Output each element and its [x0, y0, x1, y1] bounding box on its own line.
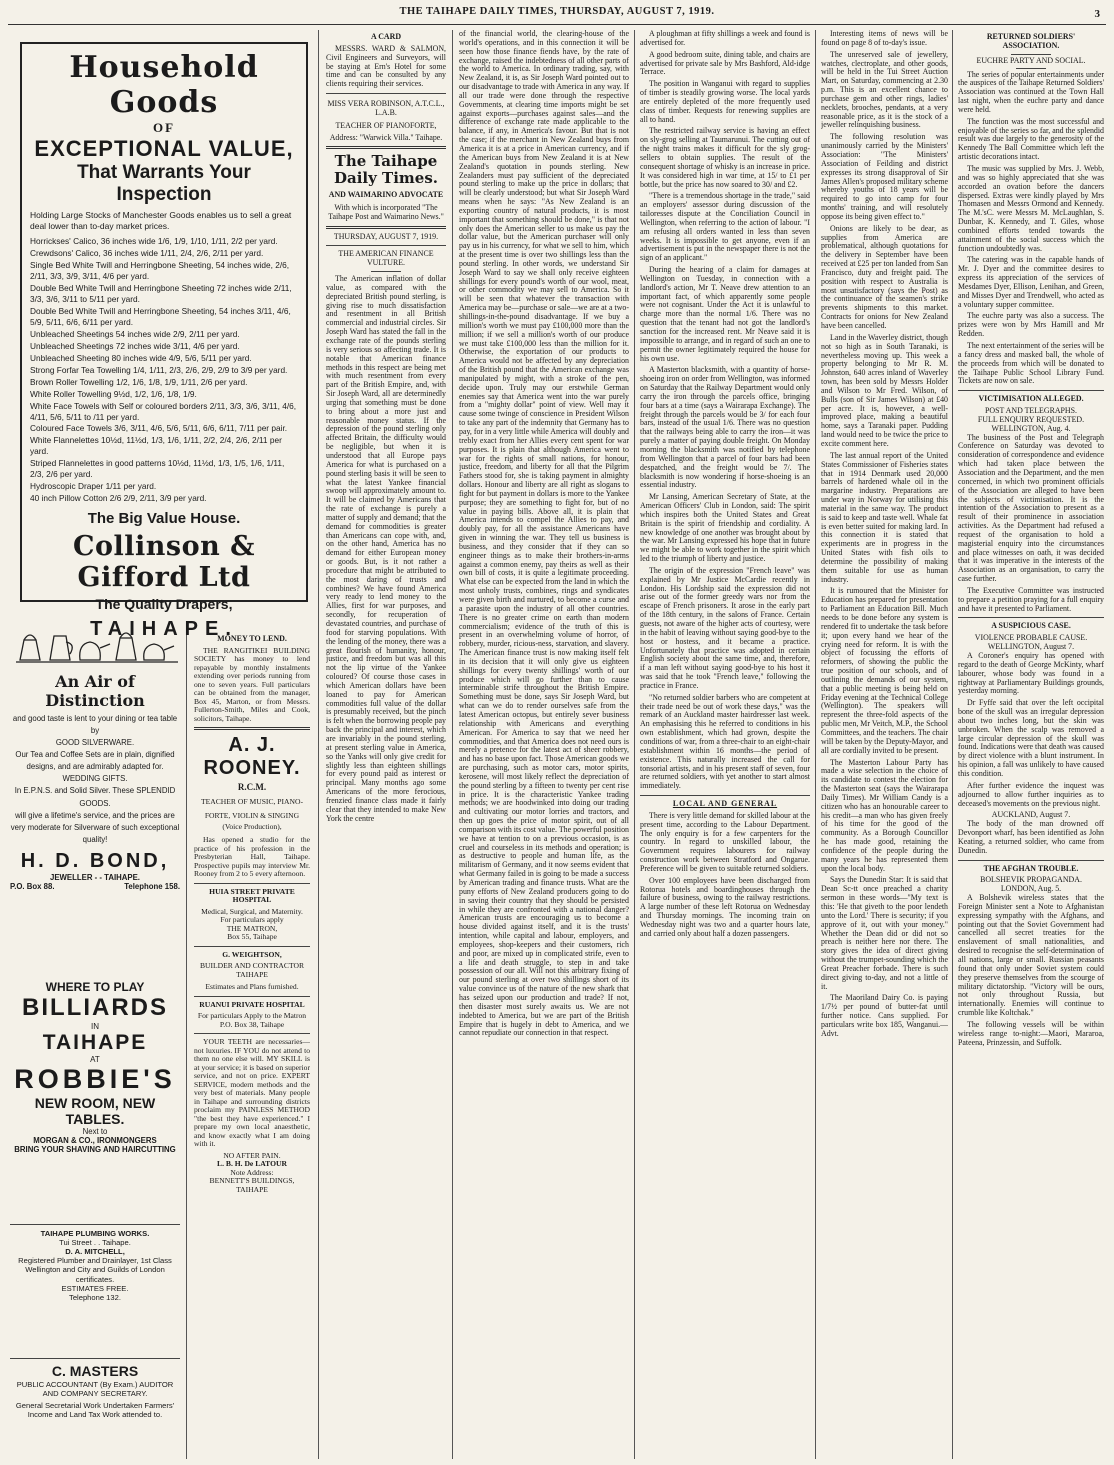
bond-line: GOOD SILVERWARE.: [55, 738, 135, 748]
ad-exceptional: EXCEPTIONAL VALUE,: [34, 136, 294, 161]
money-body: THE RANGITIKEI BUILDING SOCIETY has money to lend repayable by monthly instalments extending over periods running from one to seven years. Full particulars can be obtained from the manager, Box 45, Marton, or from Messrs. Fullerton-Smith, Miles and Cook, solicitors, Taihape.: [194, 645, 310, 723]
plumbing-name: D. A. MITCHELL,: [65, 1247, 125, 1257]
news-paragraph: The origin of the expression "French leave" was explained by Mr Justice McCardie recently in London. His Lordship said the expression did not arise out of the former greedy wars nor from the escape of French prisoners. It arose in the early part of the 18th century, in the salons of France. Certain guests, not aware of the higher acts of courtesy, were in the habit of leaving without saying good-bye to the host or hostess, and it became a practice. Unfortunately that practice was adopted in certain English society about the same time, and, therefore, if a man left without saying good-bye to his host it was said that he took "French leave," following the practice in France.: [640, 565, 810, 690]
latour-no-pain: NO AFTER PAIN.: [223, 1150, 281, 1160]
london-dateline: LONDON, Aug. 5.: [1000, 884, 1062, 894]
weightson-name: G. WEIGHTSON,: [222, 949, 282, 959]
price-list-item: Horrickses' Calico, 36 inches wide 1/6, 1/9, 1/10, 1/11, 2/2 per yard.: [30, 236, 278, 247]
huia-l4: Box 55, Taihape: [227, 932, 277, 942]
price-list-item: Crewdsons' Calico, 36 inches wide 1/11, 2/4, 2/6, 2/11 per yard.: [30, 248, 264, 259]
price-list-item: Unbleached Sheeting 80 inches wide 4/9, 5/6, 5/11 per yard.: [30, 352, 252, 363]
news-paragraph: Onions are likely to be dear, as supplies from America are problematical, although quotations for the delivery in September have been received at £25 per ton landed from San Francisco, duty and freight paid. The position with respect to Australia is most unsatisfactory (says the Post) as the continuance of the seamen's strike prevents shipments to this market. Contracts for onions for New Zealand have been cancelled.: [821, 223, 948, 330]
news-paragraph: "No returned soldier barbers who are competent at their trade need be out of work these days," was the remark of an Auckland master hairdresser last week. An emphasising this he referred to conditions in his own establishment, which had grown, despite the conditions of war, from a three-chair to an eight-chair establishment within 16 months—the period of existence. This naturally increased the call for tonsorial artists, and in his present staff of seven, four are returned soldiers, with yet another to start almost immediately.: [640, 692, 810, 791]
finance-title: THE AMERICAN FINANCE VULTURE.: [338, 249, 434, 268]
latour-body: YOUR TEETH are necessaries—not luxuries. IF YOU do not attend to them no one else will. MY SKILL is at your service; it is based on superior service, and not on price. EXPERT SERVICE, modern methods and the very best of materials. Many people in Taihape and surrounding districts proclaim my PAINLESS METHOD "the best they have experienced." I prepare my own local anaesthetic, and know exactly what I am doing with it.: [194, 1037, 310, 1149]
plumbing-l1: Registered Plumber and Drainlayer, 1st Class Wellington and City and Guilds of London certificates.: [18, 1256, 172, 1284]
price-list-item: Brown Roller Towelling 1/2, 1/6, 1/8, 1/9, 1/11, 2/6 per yard.: [30, 376, 248, 387]
bond-title: An Air of Distinction: [45, 672, 145, 710]
robbies-l6: ROBBIE'S: [14, 1064, 176, 1094]
news-paragraph: Says the Dunedin Star: It is said that Dean Sc-tt once preached a charity sermon in these words—"My text is this: 'He that giveth to the poor lendeth unto the Lord.' There is security; if you approve of it, out with your money." Whether the Dean did or did not so preach is neither here nor there. The story gives the idea of direct giving without the trumpet-sounding which the Great Preacher forbade. There is such direct giving to-day, and not a little of it.: [821, 875, 948, 991]
paper-title: The Taihape Daily Times.: [333, 152, 438, 188]
paper-subtitle: AND WAIMARINO ADVOCATE: [328, 190, 444, 200]
ad-price-list: [30, 236, 298, 504]
suicide-title: A SUSPICIOUS CASE.: [991, 621, 1071, 631]
robbies-l10: BRING YOUR SHAVING AND HAIRCUTTING: [14, 1145, 176, 1154]
news-paragraph: Land in the Waverley district, though not so high as in South Taranaki, is nevertheless moving up. This week a property belonging to Mr R. M. Johnston, 640 acres inland of Waverley town, has been sold by Messrs Holder and Wilson to Mr Fred. Wilson, of Bulls (son of Sir James Wilson) at £40 per acre. It is, however, a well-improved place, making a beautiful home, says a Taranaki paper. Pudding land would need to be twice the price to excite comment here.: [821, 332, 948, 448]
column-rule: [318, 30, 319, 1459]
column-rule: [815, 30, 816, 1459]
local-paragraph: Over 100 employees have been discharged from Rotorua hotels and boardinghouses through the failure of business, owing to the railway restrictions. A large number of these left Rotorua on Wednesday and Thursday mornings. The incoming train on Wednesday night was two and a quarter hours late, and carried only about half a dozen passengers.: [640, 875, 810, 938]
ad-quality: The Quality Drapers,: [95, 596, 233, 612]
editorial-column-b: [459, 30, 629, 1041]
news-paragraph: It is rumoured that the Minister for Education has prepared for presentation to Parliament an Education Bill. Much needs to be done before any system is rendered fit to undertake the task before it; upon every hand we hear of the crying need for reform. It is with the object of focussing the efforts of reformers, of showing the public the true position of our schools, and of outlining the demands of our system, that a public meeting is being held on Friday evening at the Technical College (Wellington). The speakers will represent the three-fold aspects of the public men, Mr Veitch, M.P., the School Committees, and the teachers. The chair will be taken by the Deputy-Mayor, and all are cordially invited to be present.: [821, 586, 948, 755]
news-column-a: [640, 30, 810, 942]
robbies-l1: WHERE TO PLAY: [45, 980, 145, 994]
silverware-illustration-icon: [14, 622, 180, 666]
robbies-l2: BILLIARDS: [22, 994, 168, 1021]
masters-ad: [10, 1354, 180, 1419]
robbies-l9: MORGAN & CO., IRONMONGERS: [33, 1136, 157, 1145]
rooney-l1: TEACHER OF MUSIC, PIANO-FORTE, VIOLIN & SINGING: [200, 797, 304, 820]
rooney-degree: R.C.M.: [237, 782, 267, 793]
news-paragraph: A good bedroom suite, dining table, and chairs are advertised for private sale by Mrs Bashford, Ald-idge Terrace.: [640, 49, 810, 77]
huia-l1: Medical, Surgical, and Maternity.: [201, 906, 303, 916]
card-title: A CARD: [370, 32, 402, 41]
plumbing-l3: Telephone 132.: [69, 1292, 121, 1302]
news-paragraphs-b: [821, 30, 948, 1039]
wellington-dateline-1: WELLINGTON, Aug. 4.: [991, 423, 1071, 433]
victim-paragraphs: [958, 434, 1104, 614]
robinson-name: MISS VERA ROBINSON, A.T.C.L.,: [327, 99, 445, 109]
finance-body-b: of the financial world, the clearing-house of the world's operations, and in this connection it will be seen how those finance fiends have, by the rate of exchange, raised the indebtedness of all other parts of the world to America. In ordinary trading, say, with New Zealand, it is, as Sir Joseph Ward pointed out to our disadvantage to trade with America in any way. If all our trade were done through the respective Governments, at clearing time imports might be set against exports—purchases against sales—and the difference of exchange rate made applicable to the balance, if any, in America's favour. But that is not the case; if the merchant in New Zealand buys from America it is at a price in American currency, and if the American buys from New Zealand it is at New Zealand's quotation in pounds sterling. New Zealanders must pay sufficient of the depreciated pound sterling to make up the price in dollars; that will be clearly understood; but what Sir Joseph Ward means when he says: "As New Zealand is an exporting country of natural products, it is most important that something should be done," is that not only does the American seller to us make us pay the dollar value, but the American purchaser will only pay us in his currency, for what we sell to him, which at the present time is over two shillings less than the pound sterling. In other words, we understand Sir Joseph Ward to say we shall only receive eighteen shillings for every pound's worth of our wool, meat, or other commodity we may sell to America. So it will be seen that whatever the transaction with America may be—purchase or sale—we are at a two-shillings-in-the-pound disadvantage. If we buy a million's worth we must pay £100,000 more than the million; if we sell a million's worth of our produce we must take £100,000 less than the million for it. Otherwise, the exportation of our products to America would not be affected by any depreciation of the British pound that the American exchange was manipulated by might, with a stroke of the pen, decide upon. Truly may our erstwhile German enemies say that America went into the war purely from a "mighty dollar" point of view. Well may it cause some twinge of conscience in President Wilson to take any part of the indemnity that Germany has to pay, for in a very little while America will doubly and trebly exact from her Allies every cent spent for war purposes. It is plain that although America went to war for the rights of small nations, for honour, justice, freedom, and liberty for all that the Pilgrim Fathers stood for, she is taking payment in almighty dollars. Honour and liberty are all right as slogans to fight for but payment in dollars is more to the Yankee purpose; they are something to fight for, but of no value in paying bills. Above all, it is plain that America intends to compel the Allies to pay, and doubly pay, for all the assistance Americans have given in winning the war. They tell us business is business, and they consider that if they can so engineer things as to make their brothers-in-arms against a common enemy, pay theirs as well as their own bill of costs, it is quite a legitimate proceeding. What else can be expected from the land in which the most unholy trusts, combines, rings and syndicates were given birth and nurtured, to become a curse and a parasite upon the industry of all other countries. There is no greater crime on earth than modern commercialism; evidence of the truth of this is present in an overwhelming volume of horror, of robbery, murder, ricious-ness, starvation, and slavery. The American finance trust is now making itself felt in its decision that it will only give us eighteen shillings for every twenty shillings' worth of our produce which will go further than to cause interminable strife throughout the British Empire. Something must be done, says Sir Joseph Ward, but what can we do to render ourselves safe from the latest American octopus, but entirely sever business relationship with Americans and everything American. For America to say that we need her commodities, and that America does not need ours is merely a pretence for the latest act of sheer robbery, and has no base upon fact. Those American goods we are purchasing, such as motor cars, motor spirits, kerosene, will most likely reflect the depreciation of the pound sterling by a fifteen to twenty per cent rise in price. It is the characteristic Yankee trading methods; we are hoodwinked into doing our trading and cultivating our motor lorries and tractors, and then up goes the price of motor spirit, out of all comparison with its cost value. The powerful position we have at tention to on a previous occasion, is as cruel and courseless in its methods and operation; is as destructive to people and human life, as the militarism of Germany, and it now seems evident that what Germany failed in is going to be made a success by American trading and finance trusts. What are the puny efforts of New Zealand producers going to do in saving their country that they should be persisted in while they are confronted with a national danger? American trusts are encouraging us to become a house divided against itself, and it is the trusts' intention, while capital and labour, employers, and employees, shop-keepers and their customers, rich and poor, are mixed up in complicated strife, even to a life and death struggle, to step in and take possession of our all. Will not this arbitrary fixing of our pound sterling at over two shillings short of its value convince us of the nature of the new shark that has seized upon our production and trade? If not, then disaster most surely awaits us. We are not indebted to America, but we are part of the British Empire that is hugely in debt to America, and we cannot repudiate our connection in that respect.: [459, 30, 629, 1038]
robbies-billiards-ad: [10, 980, 180, 1154]
price-list-item: Unbleached Sheetings 54 inches wide 2/9, 2/11 per yard.: [30, 328, 240, 339]
news-paragraph: A ploughman at fifty shillings a week and found is advertised for.: [640, 30, 810, 47]
news-paragraph: The last annual report of the United States Commissioner of Fisheries states that in 1914 Denmark used 20,000 barrels of hardened whale oil in the margarine industry. Preparations are under way in Norway for utilising this material in the same way. The product is said to keep and taste well. Whale fat is even better suited for making lard. In this connection it is stated that experiments are in progress in the United States with fish oils to determine the possibility of making them suitable for use as human industry.: [821, 450, 948, 584]
post-title: POST AND TELEGRAPHS.: [984, 406, 1077, 416]
ruanui-title: RUANUI PRIVATE HOSPITAL: [199, 999, 305, 1009]
huia-l3: THE MATRON,: [226, 923, 278, 933]
robinson-l2: Address: "Warwick Villa." Taihape.: [329, 132, 443, 142]
rooney-l2: (Voice Production),: [222, 821, 282, 831]
wellington-dateline-2: WELLINGTON, August 7.: [987, 642, 1075, 652]
weightson-l1: BUILDER AND CONTRACTOR: [199, 961, 305, 971]
price-list-item: White Flannelettes 10½d, 11½d, 1/3, 1/6, 1/11, 2/2, 2/4, 2/6, 2/11 per yard.: [30, 435, 282, 457]
column-rule: [634, 30, 635, 1459]
robbies-l4: TAIHAPE: [42, 1031, 148, 1054]
rsa-paragraph: The euchre party was also a success. The prizes were won by Mrs Hamill and Mr Redden.: [958, 311, 1104, 339]
latour-name: L. B. H. De LATOUR: [217, 1159, 287, 1169]
column-rule: [952, 30, 953, 1459]
ad-warrants: That Warrants Your Inspection: [77, 162, 251, 205]
news-paragraph: "There is a tremendous shortage in the trade," said an employers' assessor during discussion of the tailoresses dispute at the Conciliation Council in Wellington, when referring to the action of labour. "I am refusing all orders wanted in less than seven weeks. It is impossible to get anyone, even if an advertisement is put in the newspaper there is not the sign of an applicant.": [640, 191, 810, 263]
local-paragraphs: [640, 812, 810, 939]
ad-intro: Holding Large Stocks of Manchester Goods enables us to sell a great deal lower than to-day market prices.: [30, 210, 292, 232]
huia-l2: For particulars apply: [220, 915, 284, 925]
price-list-item: White Roller Towelling 9½d, 1/2, 1/6, 1/8, 1/9.: [30, 388, 197, 399]
ruanui-l1: For particulars Apply to the Matron P.O. Box 38, Taihape: [197, 1011, 307, 1029]
rooney-name: A. J. ROONEY.: [203, 734, 301, 779]
afghan-title: THE AFGHAN TROUBLE.: [983, 863, 1079, 873]
euchre-title: EUCHRE PARTY AND SOCIAL.: [976, 55, 1086, 65]
latour-l1: Note Address:: [230, 1167, 274, 1177]
news-paragraph: During the hearing of a claim for damages at Wellington on Tuesday, in connection with a landlord's action, Mr T. Neave drew attention to an important fact, of which apparently some people were not cognisant. Under the Act it is unlawful to charge more than the normal 1/6. There was no question that the tenant had not got the landlord's sanction for the increased rent. Mr Neave said it is impossible to arrange, and in regard of such an one to permit the owner legitimately required the house for his own use.: [640, 265, 810, 363]
price-list-item: Striped Flannelettes in good patterns 10½d, 11½d, 1/3, 1/5, 1/6, 1/11, 2/3, 2/6 per yard.: [30, 458, 285, 480]
price-list-item: Hydroscopic Draper 1/11 per yard.: [30, 481, 157, 492]
bond-line: and good taste is lent to your dining or tea table by: [12, 714, 178, 736]
bond-line: WEDDING GIFTS.: [62, 774, 128, 784]
news-paragraph: Mr Lansing, American Secretary of State, at the American Officers' Club in London, said: The spirit which inspires both the United States and Great Britain is the spirit of friendship and cordiality. A new knowledge of one another was brought about by the war. Mr Lansing expressed his hope that in future we might be able to work together in the spirit which led to the triumph of liberty and justice.: [640, 492, 810, 564]
robbies-l8: Next to: [82, 1127, 108, 1136]
news-paragraph: The unreserved sale of jewellery, watches, clectroplate, and other goods, will be held in the Tui Street Auction Mart, on Saturday, commencing at 2.30 p.m. This is an excellent chance to purchase gem and other rings, ladies' necklets, brooches, pendants, at a very reasonable price, as it is the stock of a jeweller relinquishing business.: [821, 49, 948, 130]
bond-silverware-ad: [10, 672, 180, 891]
suicide-paragraph: Dr Fyffe said that over the left occipital bone of the skull was an irregular depression about two inches long, but the skin was unbroken. When the scalp was removed a large circular depression of the skull was found. Indications were that death was caused by direct violence with a blunt instrument. In his opinion, a fall was unlikely to have caused this condition.: [958, 698, 1104, 778]
suicide-paragraph: A Coroner's enquiry has opened with regard to the death of George McKinty, wharf labourer, whose body was found in a rightway at Parliamentary Buildings grounds, yesterday morning.: [958, 651, 1104, 696]
bond-line: will give a lifetime's service, and the prices are very moderate for Silverware of such exceptional quality!: [10, 810, 180, 844]
latour-l2: BENNETT'S BUILDINGS, TAIHAPE: [209, 1176, 295, 1194]
top-rule: [8, 24, 1106, 25]
afghan-paragraph: The following vessels will be within wireless range to-night:—Maori, Mararoa, Pateena, Prinzessin, and Suffolk.: [958, 1019, 1104, 1047]
news-paragraph: The position in Wanganui with regard to supplies of timber is steadily growing worse. The local yards are entirely depleted of the more frequently used class of timber. Requests for renewing supplies are all to hand.: [640, 79, 810, 124]
ad-town: TAIHAPE.: [90, 618, 238, 640]
price-list-item: Double Bed White Twill and Herringbone Sheeting 72 inches wide 2/11, 3/3, 3/6, 3/11 to 5/11 per yard.: [30, 283, 292, 305]
robbies-l5: AT: [90, 1055, 100, 1064]
money-title: MONEY TO LEND.: [217, 634, 287, 643]
robbies-l7: NEW ROOM, NEW TABLES.: [34, 1095, 156, 1127]
price-list-item: Single Bed White Twill and Herringbone Sheeting, 54 inches wide, 2/6, 2/11, 3/3, 3/9, 3/11, 4/6 per yard.: [30, 260, 290, 282]
paper-incorporated: With which is incorporated "The Taihape Post and Waimarino News.": [328, 202, 444, 221]
robinson-l1: TEACHER OF PIANOFORTE,: [335, 120, 437, 130]
suicide-paragraph: After further evidence the inquest was adjourned to allow further inquiries as to deceased's movements on the previous night.: [958, 780, 1104, 808]
ad-of: OF: [152, 120, 176, 135]
violence-title: VIOLENCE PROBABLE CAUSE.: [974, 633, 1088, 643]
rsa-paragraph: The music was supplied by Mrs. J. Webb, and was so highly appreciated that she was accorded an ovation before the dancers dispersed. Extras were kindly played by Mrs Thomasen and Messrs Ormond and Kennedy. The M.'sC. were Messrs M. McLaughlan, S. Dunbar, K. Kennedy, and T. Giles, whose combined efforts tended towards the attainment of the social success which the function undoubtedly was.: [958, 163, 1104, 253]
bond-po-box: P.O. Box 88.: [10, 881, 55, 891]
news-paragraph: The Masterton Labour Party has made a wise selection in the choice of its candidate to contest the election for the Masterton seat (says the Wairarapa Daily Times). Mr William Candy is a citizen who has an honourable career to his credit—a man who has given freely of his time for the good of the community. As a Borough Councillor he has made good, retaining the confidence of the people during the many years he has represented them upon the local body.: [821, 757, 948, 873]
plumbing-title: TAIHAPE PLUMBING WORKS.: [40, 1229, 150, 1238]
column-rule: [186, 630, 187, 1459]
masters-l1: PUBLIC ACCOUNTANT (By Exam.) AUDITOR AND COMPANY SECRETARY.: [16, 1379, 174, 1398]
finance-body-a: The American inflation of dollar value, as compared with the depreciated British pound sterling, is giving rise to much dissatisfaction and resentment in all British commercial and industrial circles. Sir Joseph Ward has stated the fall in the exchange rate of the pounds sterling is very serious so affecting trade. It is notable that American finance methods in this respect are being met with much resentment from every part of the British Empire, and, with Sir Joseph Ward, all are determinedly urging that something must be done to bring about a more just and reasonable money status. If the depression of the pound sterling only affected Britain, the difficulty would be negligible, but when it is understood that all Europe pays America for what is purchased on a pound sterling basis it will be seen to what the latest Yankee financial swoop will approximately amount to. It will be claimed by Americans that the rate of exchange is purely a matter of supply and demand; that the demand for commodities is greater than Americans can cope with, and, on the other hand, America has no demand for either European money or goods. But, is it not rather a procedure that might be attributed to the most daring of trusts and combines? We have found America very ready to lend money to the Allies, first for war purposes, and secondly, for recuperation of devastated countries, and purchase of food for starving populations. With the lending of the money, there was a great flourish of humanity, honour, justice, and freedom but was all this not the lip virtue of the Yankee coloured? Of course those cases in which American dollars have been loaned to pay for American commodities full value of the dollar is presumably received, but the pinch is felt when the borrowing people pay back the principal and interest, which are invariably in the pound sterling, at present sterling value in America, so the Yanks will only give credit for slightly less than eighteen shillings for every pound paid as interest or principal. Many months ago some Americans of the more ferocious, frenzied finance class made it fairly clear that they intended to make New York the centre: [326, 274, 446, 823]
victim-paragraph: The business of the Post and Telegraph Conference on Saturday was devoted to consideration of correspondence and evidence which had taken place between the Association and the Department, and the men concerned, in which two prominent officials of the Association are alleged to have been the subjects of victimisation. It is the intention of the Association to present as a result of their prominence in association activities. As the Department had refused a request of the organisation to hold a magisterial enquiry into the circumstances and place witnesses on oath, it was decided that it was imperative in the interests of the Association as an organisation, to carry the case further.: [958, 432, 1104, 584]
plumbing-ad: [10, 1220, 180, 1302]
bond-lines: [10, 713, 180, 846]
small-ads-column: [194, 632, 310, 1194]
plumbing-l2: ESTIMATES FREE.: [61, 1283, 129, 1293]
news-paragraph: The Maoriland Dairy Co. is paying 1/7½ per pound of butter-fat until further notice. Cans supplied. For particulars write box 185, Wanganui.—Advt.: [821, 993, 948, 1038]
news-paragraph: The following resolution was unanimously carried by the Ministers' Association: "The Ministers' Association of Feilding and district expresses its strong disapproval of Sir James Allen's proposed military scheme whereby youths of 18 years will be required to go into camp for four months' training, and will resolutely oppose its being given effect to.": [821, 132, 948, 221]
news-column-c: [958, 30, 1104, 1050]
robbies-l3: IN: [91, 1022, 99, 1031]
victim-title: VICTIMISATION ALLEGED.: [978, 394, 1084, 404]
price-list-item: 40 inch Pillow Cotton 2/6 2/9, 2/11, 3/9 per yard.: [30, 493, 207, 504]
auckland-body: The body of the man drowned off Devonport wharf, has been identified as John Keating, a returned soldier, who came from Dunedin.: [958, 819, 1104, 855]
afghan-paragraphs: [958, 894, 1104, 1047]
news-paragraphs-a: [640, 30, 810, 791]
dateline: THURSDAY, AUGUST 7, 1919.: [333, 231, 439, 241]
editorial-column-a: [326, 30, 446, 826]
masters-name: C. MASTERS: [51, 1363, 139, 1379]
price-list-item: Double Bed White Twill and Herringbone Sheeting, 54 inches 3/11, 4/6, 5/9, 5/11, 6/6, 6/11 per yard.: [30, 306, 291, 327]
ad-title: Household Goods: [69, 50, 259, 120]
auckland-dateline: AUCKLAND, August 7.: [991, 810, 1071, 820]
news-paragraph: Interesting items of news will be found on page 8 of to-day's issue.: [821, 30, 948, 47]
rsa-paragraph: The catering was in the capable hands of Mr. J. Dyer and the committee desires to express its appreciation of the services of Mesdames Dyer, Ellison, Lenihan, and Green, and Misses Dyer and Trendwell, who acted as a voluntary supper committee.: [958, 255, 1104, 309]
price-list-item: Coloured Face Towels 3/6, 3/11, 4/6, 5/6, 5/11, 6/6, 6/11, 7/11 per pair.: [30, 423, 288, 434]
price-list-item: Strong Forfar Tea Towelling 1/4, 1/11, 2/3, 2/6, 2/9, 2/9 to 3/9 per yard.: [30, 364, 288, 375]
price-list-item: Unbleached Sheetings 72 inches wide 3/11, 4/6 per yard.: [30, 340, 240, 351]
ad-big-value: The Big Value House.: [87, 510, 241, 527]
masthead: THE TAIHAPE DAILY TIMES, THURSDAY, AUGUST 7, 1919.: [399, 6, 715, 17]
price-list-item: White Face Towels with Self or coloured borders 2/11, 3/3, 3/6, 3/11, 4/6, 4/11, 5/6, 5/11 to /11 per yard.: [30, 400, 297, 422]
bond-telephone: Telephone 158.: [124, 881, 180, 891]
bond-line: Our Tea and Coffee Sets are in plain, dignified designs, and are admirably adapted for.: [15, 750, 175, 772]
bolshevik-title: BOLSHEVIK PROPAGANDA.: [980, 875, 1082, 885]
enquiry-title: FULL ENQUIRY REQUESTED.: [977, 414, 1085, 424]
rsa-paragraphs: [958, 71, 1104, 387]
masters-l2: General Secretarial Work Undertaken Farmers' Income and Land Tax Work attended to.: [15, 1401, 175, 1420]
bond-line: In E.P.N.S. and Solid Silver. These SPLENDID GOODS.: [14, 786, 176, 808]
rsa-paragraph: The function was the most successful and enjoyable of the series so far, and the splendid result was due largely to the generosity of the Kennedy The Ball Committee which left the artistic decorations intact.: [958, 116, 1104, 162]
afghan-paragraph: A Bolshevik wireless states that the Foreign Minister sent a Note to Afghanistan expressing sympathy with the Afghans, and pointing out that the Soviet Government had cancelled all secret treaties for the enslavement of small nationalities, and desired to recognise the self-determination of all nations, large or small. Russian peasants found that only under Soviet system could they preserve themselves from the scourge of military dictatorship. "Victory will be ours, not only throughout Russia, but internationally. Enemies will continue to crumble like Koltchak.": [958, 893, 1104, 1018]
bond-trade: JEWELLER - - TAIHAPE.: [50, 872, 140, 882]
robinson-lab: L.A.B.: [375, 107, 397, 117]
column-rule: [452, 30, 453, 1459]
page-number: 3: [1094, 8, 1100, 20]
local-paragraph: There is very little demand for skilled labour at the present time, according to the Labour Department. The only enquiry is for a few carpenters for the country. In regard to unskilled labour, the Government requires labourers for railway construction work between Stratford and Ongarue. Preference will be given to suitable returned soldiers.: [640, 810, 810, 873]
bond-name: H. D. BOND,: [20, 849, 170, 872]
weightson-l2: TAIHAPE: [236, 969, 268, 979]
huia-title: HUIA STREET PRIVATE HOSPITAL: [209, 886, 295, 905]
news-paragraph: The restricted railway service is having an effect on sly-grog selling at Taumarunui. The cutting out of the night trains makes it difficult for the sly grog-sellers to obtain supplies. The result of the consequent shortage of whisky is an increase in price. It was considered high in war time, at 15/ to £1 per bottle, but the price has now soared to 30/ and £2.: [640, 126, 810, 189]
suicide-paragraphs: [958, 652, 1104, 808]
news-column-b: [821, 30, 948, 1042]
rooney-l3: Has opened a studio for the practice of his profession in the Presbyterian Hall, Taihape. Prospective pupils may interview Mr. Rooney from 2 to 5 every afternoon.: [194, 835, 310, 879]
victim-paragraph: The Executive Committee was instructed to prepare a petition praying for a full enquiry and have it presented to Parliament.: [958, 585, 1104, 613]
rsa-title: RETURNED SOLDIERS' ASSOCIATION.: [986, 32, 1076, 50]
rsa-paragraph: The next entertainment of the series will be a fancy dress and masked ball, the whole of the proceeds from which will be donated to the Taihape Public School Library Fund. Tickets are now on sale.: [958, 341, 1104, 386]
weightson-l3: Estimates and Plans furnished.: [205, 982, 299, 992]
ad-firm-name: Collinson & Gifford Ltd: [72, 531, 255, 593]
plumbing-addr: Tui Street . . Taihape.: [59, 1238, 131, 1248]
rsa-paragraph: The series of popular entertainments under the auspices of the Taihape Returned Soldiers' Association was continued at the Town Hall last night, when the euchre party and dance were held.: [958, 69, 1104, 114]
news-paragraph: A Masterton blacksmith, with a quantity of horse-shoeing iron on order from Wellington, was informed on Saturday that the Railway Department would only carry the iron through the parcels office, bringing four bars at a time (says a Wairarapa Exchange). The freight through the parcels would be 3/ for each four bars, instead of the usual 1/6. There was no question that the railways being able to carry the iron—it was purely a matter of paying double freight. On Monday morning the blacksmith was notified by telephone from Wellington that a parcel of four bars had been despatched, and the freight would be 7/. The blacksmith is now wondering if horse-shoeing is an essential industry.: [640, 365, 810, 490]
local-title: LOCAL AND GENERAL: [672, 799, 778, 809]
card-body: MESSRS. WARD & SALMON, Civil Engineers and Surveyors, will be staying at Ern's Hotel for some time and can be consulted by any clients requiring their services.: [326, 43, 446, 89]
